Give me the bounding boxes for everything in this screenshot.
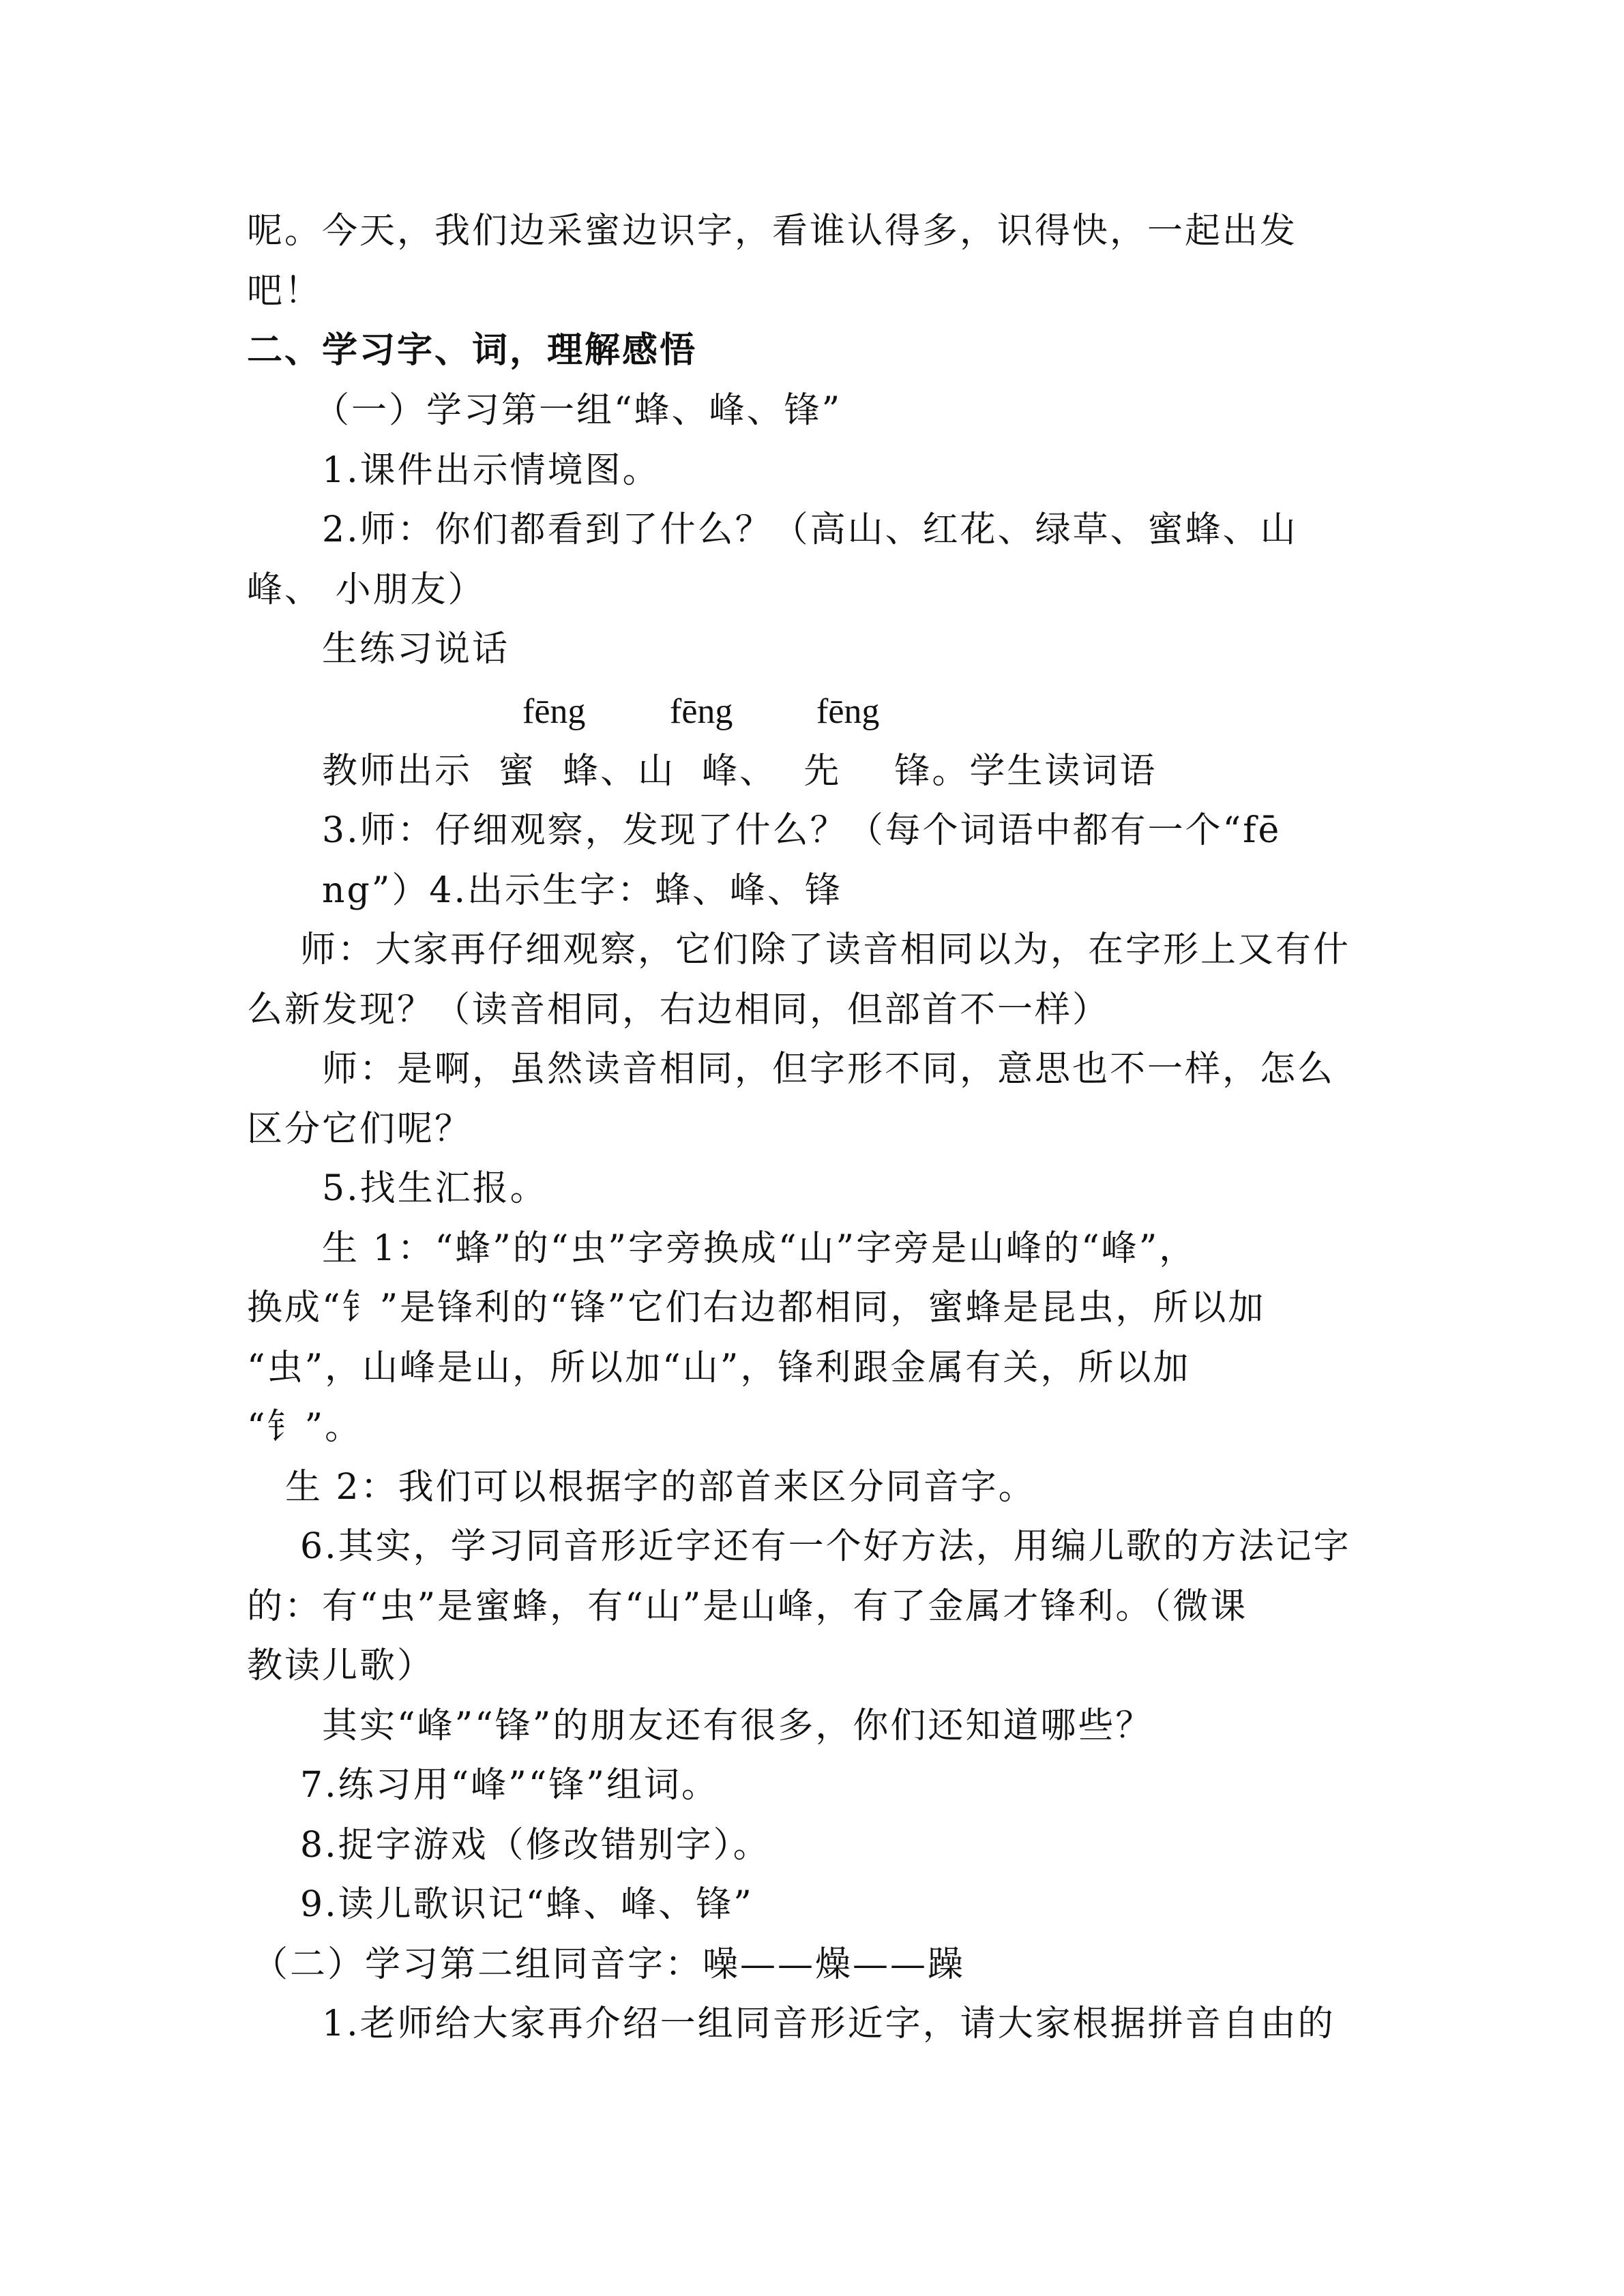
text-line: 8.捉字游戏（修改错别字）。 — [300, 1825, 771, 1866]
text-line: 峰、 小朋友） — [247, 569, 486, 610]
text-line: 1.老师给大家再介绍一组同音形近字，请大家根据拼音自由的 — [322, 2003, 1335, 2044]
text-line: 师：大家再仔细观察，它们除了读音相同以为，在字形上又有什 — [300, 929, 1351, 970]
subsection-heading: （一）学习第一组“蜂、峰、锋” — [314, 390, 842, 431]
text-line: 区分它们呢？ — [247, 1109, 473, 1150]
text-line: 生 2：我们可以根据字的部首来区分同音字。 — [285, 1467, 1036, 1508]
subsection-heading: （二）学习第二组同音字：噪——燥——躁 — [252, 1944, 966, 1985]
text-line: “钅”。 — [247, 1407, 363, 1448]
text-line: 教师出示 蜜 蜂、山 峰、 先 锋。学生读词语 — [322, 751, 1157, 792]
section-heading: 二、学习字、词，理解感悟 — [247, 329, 698, 371]
text-line: 换成“钅”是锋利的“锋”它们右边都相同，蜜蜂是昆虫，所以加 — [247, 1287, 1266, 1328]
text-line: 生练习说话 — [322, 629, 510, 670]
pinyin-annotation: fēng — [816, 692, 880, 731]
text-line: 其实“峰”“锋”的朋友还有很多，你们还知道哪些？ — [322, 1705, 1153, 1746]
text-line: 教读儿歌） — [247, 1645, 435, 1686]
text-line: 吧！ — [247, 271, 323, 312]
text-line: 5.找生汇报。 — [322, 1168, 548, 1209]
text-line: 师：是啊，虽然读音相同，但字形不同，意思也不一样，怎么 — [322, 1049, 1335, 1090]
text-line: ng”）4.出示生字：蜂、峰、锋 — [322, 870, 842, 911]
text-line: 生 1：“蜂”的“虫”字旁换成“山”字旁是山峰的“峰”， — [322, 1228, 1197, 1269]
text-line: “虫”，山峰是山，所以加“山”，锋利跟金属有关，所以加 — [247, 1347, 1191, 1388]
text-line: 2.师：你们都看到了什么？（高山、红花、绿草、蜜蜂、山 — [322, 509, 1298, 550]
text-line: 1.课件出示情境图。 — [322, 450, 660, 491]
text-line: 9.读儿歌识记“蜂、峰、锋” — [300, 1884, 754, 1925]
text-line: 么新发现？（读音相同，右边相同，但部首不一样） — [247, 989, 1110, 1030]
pinyin-annotation: fēng — [670, 692, 733, 731]
text-line: 的：有“虫”是蜜蜂，有“山”是山峰，有了金属才锋利。（微课 — [247, 1586, 1248, 1627]
text-line: 6.其实，学习同音形近字还有一个好方法，用编儿歌的方法记字 — [300, 1526, 1351, 1567]
pinyin-annotation: fēng — [522, 692, 586, 731]
text-line: 7.练习用“峰”“锋”组词。 — [300, 1765, 719, 1806]
pinyin-row — [0, 691, 1624, 732]
text-line: 3.师：仔细观察，发现了什么？（每个词语中都有一个“fē — [322, 810, 1282, 851]
text-line: 呢。今天，我们边采蜜边识字，看谁认得多，识得快，一起出发 — [247, 211, 1298, 252]
